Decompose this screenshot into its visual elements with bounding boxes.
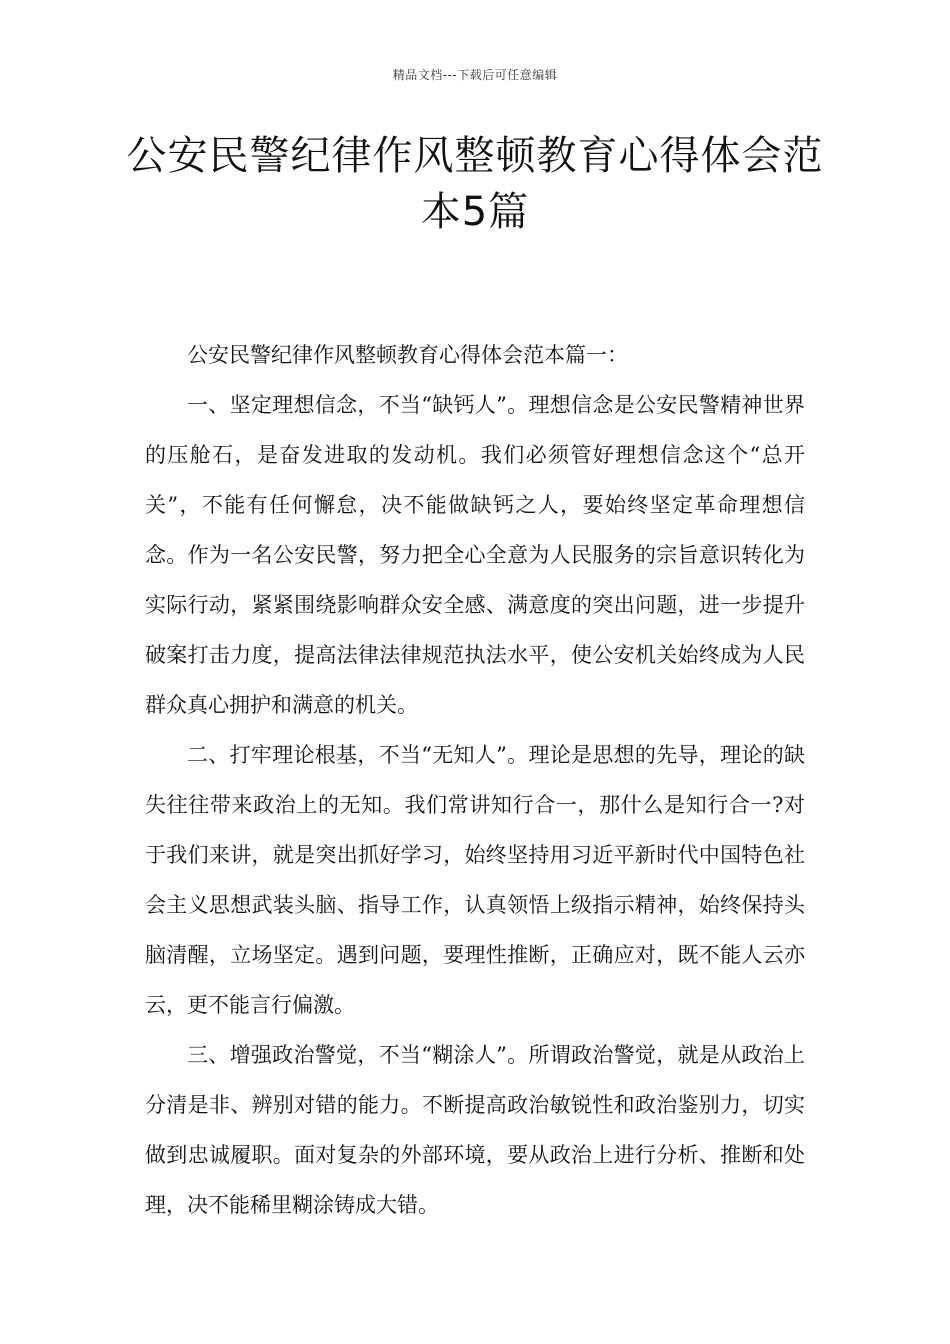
header-note: 精品文档---下载后可任意编辑 bbox=[392, 68, 558, 82]
paragraph: 一、坚定理想信念，不当“缺钙人”。理想信念是公安民警精神世界的压舱石，是奋发进取的发动机。我们必须管好理想信念这个“总开关”，不能有任何懈怠，决不能做缺钙之人，要始终坚定革命理想信念。作为一名公安民警，努力把全心全意为人民服务的宗旨意识转化为实际行动，紧紧围绕影响群众安全感、满意度的突出问题，进一步提升破案打击力度，提高法律法律规范执法水平，使公安机关始终成为人民群众真心拥护和满意的机关。 bbox=[145, 393, 805, 717]
section-heading: 公安民警纪律作风整顿教育心得体会范本篇一： bbox=[187, 343, 628, 367]
document-body bbox=[145, 330, 805, 1230]
paragraph: 三、增强政治警觉，不当“糊涂人”。所谓政治警觉，就是从政治上分清是非、辨别对错的能力。不断提高政治敏锐性和政治鉴别力，切实做到忠诚履职。面对复杂的外部环境，要从政治上进行分析、推断和处理，决不能稀里糊涂铸成大错。 bbox=[145, 1043, 805, 1217]
paragraph: 二、打牢理论根基，不当“无知人”。理论是思想的先导，理论的缺失往往带来政治上的无知。我们常讲知行合一，那什么是知行合一?对于我们来讲，就是突出抓好学习，始终坚持用习近平新时代中国特色社会主义思想武装头脑、指导工作，认真领悟上级指示精神，始终保持头脑清醒，立场坚定。遇到问题，要理性推断，正确应对，既不能人云亦云，更不能言行偏激。 bbox=[145, 743, 805, 1017]
document-title: 公安民警纪律作风整顿教育心得体会范本5篇 bbox=[126, 133, 824, 235]
